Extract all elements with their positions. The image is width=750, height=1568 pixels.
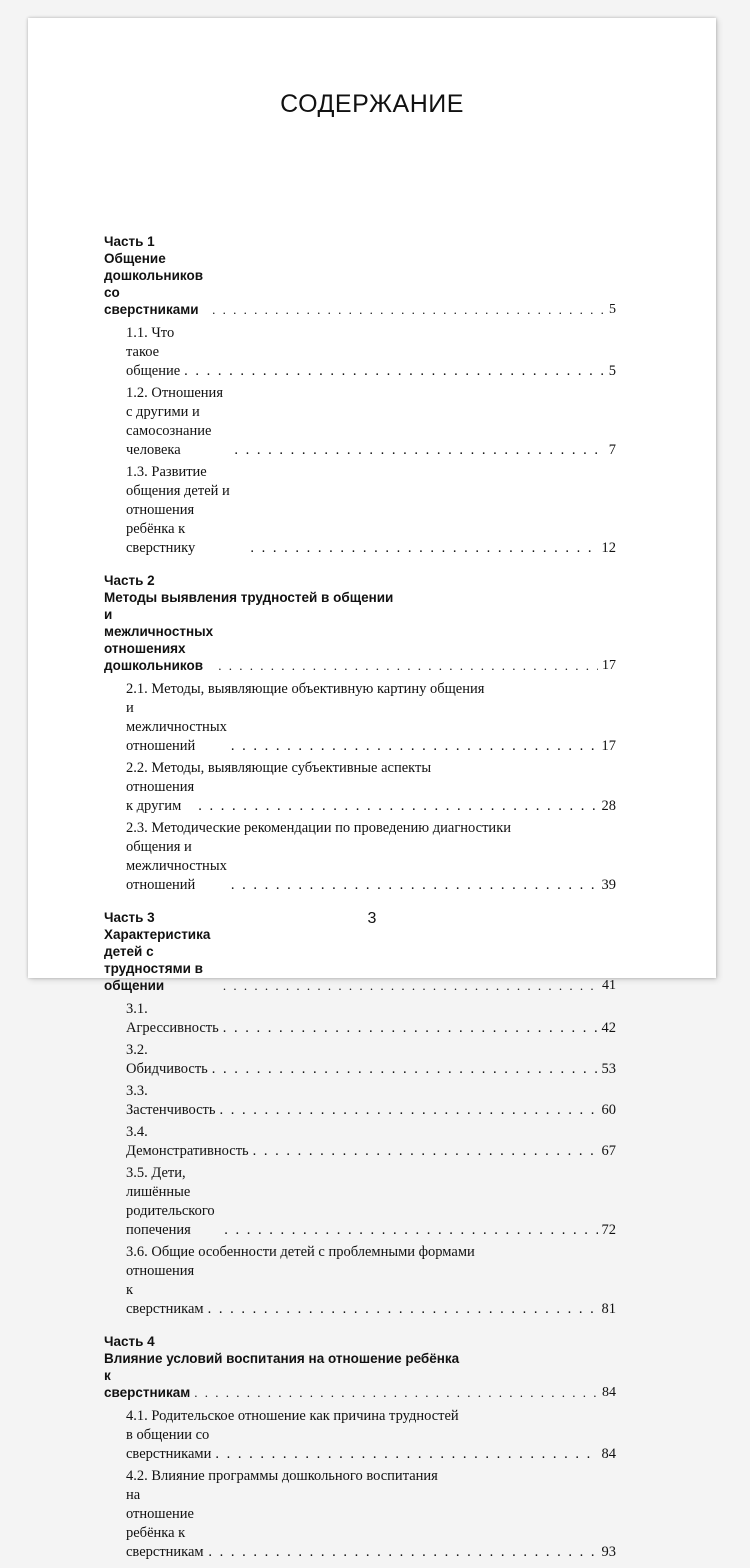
page-ref: 81: [601, 1301, 616, 1317]
section-title-line: 2.3. Методические рекомендации по проведению диагностики: [126, 820, 511, 836]
page-ref: 93: [601, 1544, 616, 1560]
part-label: Часть 2: [104, 573, 155, 588]
page-ref: 60: [601, 1102, 616, 1118]
dot-leader: [253, 1142, 598, 1161]
page-ref: 12: [601, 540, 616, 556]
part-title-entry[interactable]: [104, 250, 616, 318]
dot-leader: [184, 362, 605, 381]
section-title: 3.3. Застенчивость: [126, 1083, 216, 1118]
part-title-text: к сверстникам: [104, 1368, 191, 1400]
section-title: и межличностных отношений: [126, 700, 227, 754]
part-title-text: Общение дошкольников со сверстниками: [104, 251, 204, 317]
page-ref: 28: [601, 798, 616, 814]
page-ref: 5: [609, 302, 616, 317]
page-ref: 53: [601, 1061, 616, 1077]
toc-section-1-3[interactable]: [104, 463, 616, 558]
part-label: Часть 1: [104, 234, 155, 249]
section-title-line: 4.2. Влияние программы дошкольного воспитания: [126, 1468, 438, 1484]
page-ref: 42: [601, 1020, 616, 1036]
toc-part-4: [104, 1333, 616, 1562]
section-title-line: 2.1. Методы, выявляющие объективную картину общения: [126, 681, 485, 697]
part-title-text: и межличностных отношениях дошкольников: [104, 607, 214, 673]
dot-leader: [208, 1543, 597, 1562]
page-ref: 17: [601, 738, 616, 754]
toc-section-3-4[interactable]: [104, 1123, 616, 1161]
page-ref: 84: [602, 1385, 616, 1400]
section-title-last-line: [126, 778, 616, 816]
part-title-line: Влияние условий воспитания на отношение ребёнка: [104, 1351, 460, 1366]
dot-leader: [218, 657, 598, 674]
page-ref: 72: [601, 1222, 616, 1238]
dot-leader: [212, 301, 605, 318]
part-title-entry[interactable]: [104, 606, 616, 674]
toc-section-3-1[interactable]: [104, 1000, 616, 1038]
toc-section-3-5[interactable]: [104, 1164, 616, 1240]
section-title-last-line: [126, 1426, 616, 1464]
dot-leader: [215, 1445, 597, 1464]
part-label: Часть 4: [104, 1334, 155, 1349]
page-ref: 41: [602, 978, 616, 993]
dot-leader: [194, 1384, 598, 1401]
toc-section-3-3[interactable]: [104, 1082, 616, 1120]
part-title-text: Характеристика детей с трудностями в общении: [104, 927, 211, 993]
section-title: 3.1. Агрессивность: [126, 1001, 219, 1036]
page-ref: 39: [601, 877, 616, 893]
toc-part-3: [104, 909, 616, 1319]
dot-leader: [231, 737, 598, 756]
part-title-line: Методы выявления трудностей в общении: [104, 590, 394, 605]
section-title: в общении со сверстниками: [126, 1427, 212, 1462]
toc-section-1-2[interactable]: [104, 384, 616, 460]
section-title-last-line: [126, 1262, 616, 1319]
page-ref: 17: [602, 658, 616, 673]
toc-section-1-1[interactable]: [104, 324, 616, 381]
section-title: 1.3. Развитие общения детей и отношения ребёнка к сверстнику: [126, 464, 230, 556]
part-title-entry[interactable]: [104, 1367, 616, 1401]
section-title: отношения к другим: [126, 779, 195, 814]
section-title: 3.5. Дети, лишённые родительского попечения: [126, 1165, 215, 1238]
toc-section-4-1[interactable]: [104, 1407, 616, 1464]
toc-part-2: [104, 572, 616, 895]
section-title: 1.2. Отношения с другими и самосознание человека: [126, 385, 223, 458]
page-ref: 5: [608, 363, 616, 379]
section-title: 3.4. Демонстративность: [126, 1124, 249, 1159]
toc-section-3-2[interactable]: [104, 1041, 616, 1079]
section-title: 1.1. Что такое общение: [126, 325, 181, 379]
dot-leader: [223, 1019, 598, 1038]
dot-leader: [234, 441, 604, 460]
section-title-last-line: [126, 838, 616, 895]
page-ref: 67: [601, 1143, 616, 1159]
part-title-entry[interactable]: [104, 926, 616, 994]
section-title-line: 4.1. Родительское отношение как причина трудностей: [126, 1408, 459, 1424]
page-number: 3: [367, 910, 377, 927]
section-title: отношения к сверстникам: [126, 1263, 204, 1317]
toc-section-4-2[interactable]: [104, 1467, 616, 1562]
dot-leader: [223, 977, 598, 994]
toc-section-3-6[interactable]: [104, 1243, 616, 1319]
section-title-last-line: [126, 1486, 616, 1562]
section-title: общения и межличностных отношений: [126, 839, 227, 893]
section-title-last-line: [126, 699, 616, 756]
dot-leader: [198, 797, 597, 816]
page-ref: 7: [608, 442, 616, 458]
page-ref: 84: [601, 1446, 616, 1462]
section-title-line: 3.6. Общие особенности детей с проблемными формами: [126, 1244, 475, 1260]
toc-section-2-3[interactable]: [104, 819, 616, 895]
section-title-line: 2.2. Методы, выявляющие субъективные аспекты: [126, 760, 432, 776]
section-title: на отношение ребёнка к сверстникам: [126, 1487, 204, 1560]
section-title: 3.2. Обидчивость: [126, 1042, 208, 1077]
dot-leader: [212, 1060, 598, 1079]
part-label: Часть 3: [104, 910, 155, 925]
dot-leader: [219, 1101, 597, 1120]
toc-part-1: [104, 233, 616, 558]
toc-section-2-2[interactable]: [104, 759, 616, 816]
dot-leader: [250, 539, 597, 558]
dot-leader: [224, 1221, 597, 1240]
table-of-contents: [104, 233, 616, 1568]
dot-leader: [208, 1300, 598, 1319]
document-page: [28, 18, 716, 1560]
dot-leader: [231, 876, 598, 895]
toc-section-2-1[interactable]: [104, 680, 616, 756]
page-title: СОДЕРЖАНИЕ: [280, 90, 464, 118]
